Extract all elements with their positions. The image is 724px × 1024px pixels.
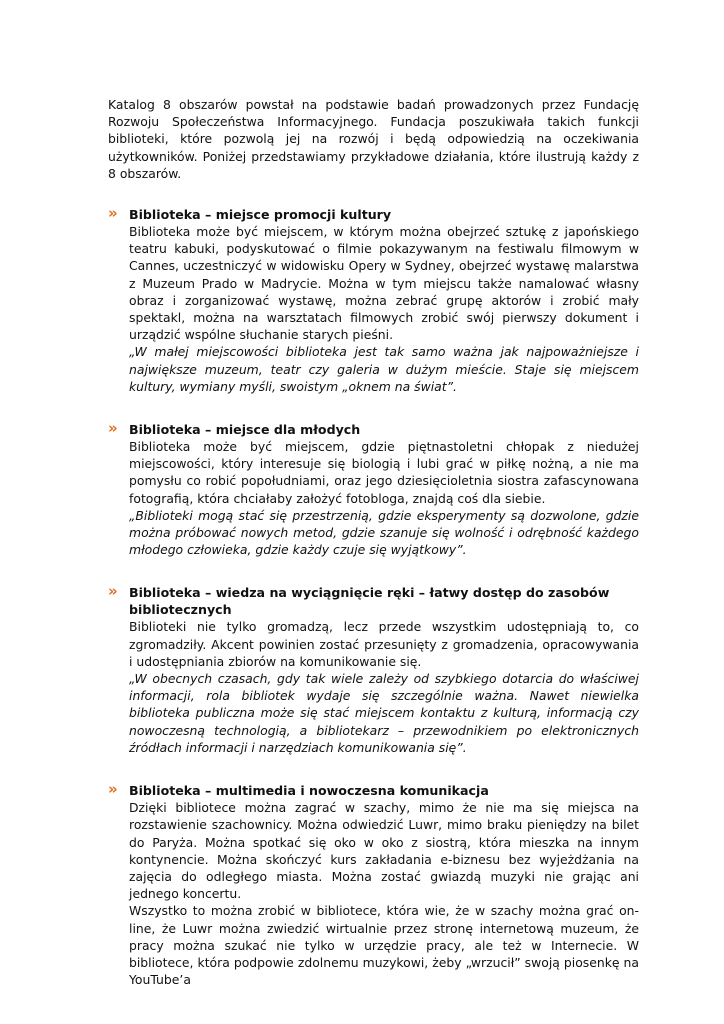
section-youth [108,421,639,558]
section-heading-text: Biblioteka – miejsce dla młodych [129,422,361,438]
section-body [108,438,639,558]
section-heading [108,782,639,799]
section-heading-text: Biblioteka – multimedia i nowoczesna komunikacja [129,783,489,799]
intro-paragraph: Katalog 8 obszarów powstał na podstawie badań prowadzonych przez Fundację Rozwoju Społeczeństwa Informacyjnego. Fundacja poszukiwała takich funkcji biblioteki, które pozwolą jej na rozwój i będą odpowiedzią na oczekiwania użytkowników. Poniżej przedstawiamy przykładowe działania, które ilustrują każdy z 8 obszarów. [108,97,639,181]
section-text: Biblioteki nie tylko gromadzą, lecz przede wszystkim udostępniają to, co zgromadziły. Akcent powinien zostać przesunięty z gromadzenia, opracowywania i udostępniania zbiorów na komunikowanie się. [129,619,639,669]
section-body [108,223,639,395]
section-text: Dzięki bibliotece można zagrać w szachy, mimo że nie ma się miejsca na rozstawienie szachownicy. Można odwiedzić Luwr, mimo braku pieniędzy na bilet do Paryża. Można spotkać się oko w oko z siostrą, która mieszka na innym kontynencie. Można skończyć kurs zakładania e-biznesu bez wyjeżdżania na zajęcia do odległego miasta. Można zostać gwiazdą muzyki nie grając ani jednego koncertu. [129,800,639,902]
section-body [108,618,639,756]
section-body [108,799,639,988]
section-quote: „W małej miejscowości biblioteka jest tak samo ważna jak najpoważniejsze i największe muzeum, teatr czy galeria w dużym mieście. Staje się miejscem kultury, wymiany myśli, swoistym „oknem na świat”. [129,344,639,394]
bullet-chevron-icon: » [108,419,118,438]
section-text: Biblioteka może być miejscem, gdzie piętnastoletni chłopak z niedużej miejscowości, który interesuje się biologią i lubi grać w piłkę nożną, a nie ma pomysłu co robić popołudniami, oraz jego dziesięcioletnia siostra zafascynowana fotografią, która chciałaby założyć fotobloga, znajdą coś dla siebie. [129,439,639,506]
bullet-chevron-icon: » [108,780,118,799]
section-culture [108,206,639,395]
section-heading [108,421,639,438]
bullet-chevron-icon: » [108,582,118,601]
section-text-continued: Wszystko to można zrobić w bibliotece, która wie, że w szachy można grać on-line, że Luwr można zwiedzić wirtualnie przez stronę internetową muzeum, że pracy można szukać nie tylko w urzędzie pracy, ale też w Internecie. W bibliotece, która podpowie zdolnemu muzykowi, żeby „wrzucił” swoją piosenkę na YouTube’a [129,903,639,988]
section-heading [108,584,639,618]
section-heading-text: Biblioteka – miejsce promocji kultury [129,207,392,223]
bullet-chevron-icon: » [108,204,118,223]
document-page [108,96,639,1014]
section-heading [108,206,639,223]
section-access [108,584,639,756]
section-quote: „W obecnych czasach, gdy tak wiele zależy od szybkiego dotarcia do właściwej informacji, rola bibliotek wydaje się szczególnie ważna. Nawet niewielka biblioteka publiczna może się stać miejscem kontaktu z kulturą, informacją czy nowoczesną technologią, a bibliotekarz – przewodnikiem po elektronicznych źródłach informacji i narzędziach komunikowania się”. [129,671,639,755]
section-multimedia [108,782,639,988]
section-text: Biblioteka może być miejscem, w którym można obejrzeć sztukę z japońskiego teatru kabuki, podyskutować o filmie pokazywanym na festiwalu filmowym w Cannes, uczestniczyć w widowisku Opery w Sydney, obejrzeć wystawę malarstwa z Muzeum Prado w Madrycie. Można w tym miejscu także namalować własny obraz i zorganizować wystawę, można zebrać grupę aktorów i zrobić mały spektakl, można na warsztatach filmowych zrobić swój pierwszy dokument i urządzić wspólne słuchanie starych pieśni. [129,224,639,343]
section-quote: „Biblioteki mogą stać się przestrzenią, gdzie eksperymenty są dozwolone, gdzie można próbować nowych metod, gdzie szanuje się wolność i odrębność każdego młodego człowieka, gdzie każdy czuje się wyjątkowy”. [129,507,639,558]
section-heading-text: Biblioteka – wiedza na wyciągnięcie ręki – łatwy dostęp do zasobów bibliotecznych [129,585,610,618]
